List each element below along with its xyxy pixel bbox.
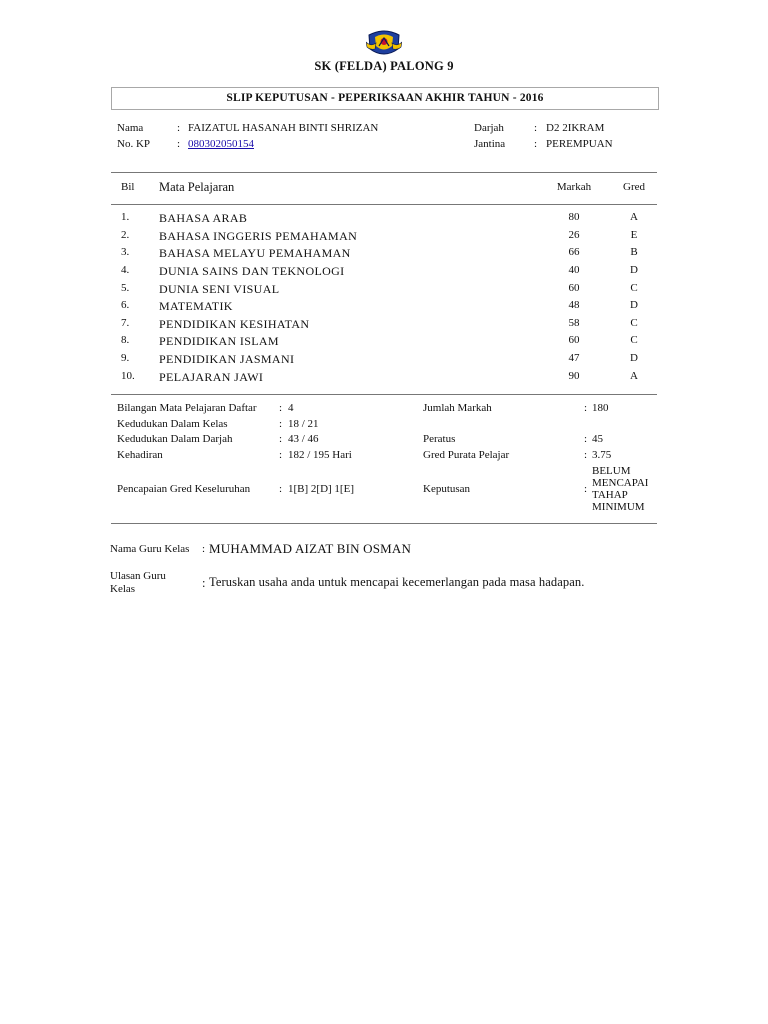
table-row	[0, 229, 768, 246]
avg-grade-colon: :	[584, 449, 588, 461]
form-rank-colon: :	[279, 433, 283, 445]
row-mark: 58	[568, 317, 580, 329]
row-grade: C	[630, 282, 638, 294]
row-grade: C	[630, 334, 638, 346]
row-mark: 26	[568, 229, 580, 241]
summary-bottom-rule	[111, 523, 657, 524]
decision-value	[592, 465, 648, 513]
table-row	[0, 282, 768, 299]
kp-value-link[interactable]: 080302050154	[188, 138, 254, 150]
header-grade: Gred	[623, 181, 645, 193]
gender-colon: :	[534, 138, 538, 150]
comment-label-line: Kelas	[110, 583, 136, 595]
kp-label: No. KP	[117, 138, 151, 150]
teacher-colon: :	[202, 543, 206, 555]
row-bil: 8.	[121, 334, 130, 346]
row-mark: 48	[568, 299, 580, 311]
row-grade: D	[630, 352, 638, 364]
row-subject: MATEMATIK	[159, 299, 233, 313]
class-rank-colon: :	[279, 418, 283, 430]
name-label: Nama	[117, 122, 144, 134]
table-bottom-rule	[111, 394, 657, 395]
name-colon: :	[177, 122, 181, 134]
total-marks-label: Jumlah Markah	[423, 402, 492, 414]
row-grade: A	[630, 370, 638, 382]
percent-colon: :	[584, 433, 588, 445]
teacher-comment: Teruskan usaha anda untuk mencapai kecemerlangan pada masa hadapan.	[209, 575, 585, 589]
class-colon: :	[534, 122, 538, 134]
table-row	[0, 334, 768, 351]
total-marks-colon: :	[584, 402, 588, 414]
row-subject: BAHASA ARAB	[159, 211, 248, 225]
header-bil: Bil	[121, 181, 135, 193]
class-label: Darjah	[474, 122, 504, 134]
table-row	[0, 246, 768, 263]
row-subject: PENDIDIKAN KESIHATAN	[159, 317, 310, 331]
overall-grade-colon: :	[279, 483, 283, 495]
total-marks-value: 180	[592, 402, 609, 414]
table-row	[0, 299, 768, 316]
form-rank-value: 43 / 46	[288, 433, 319, 445]
class-value: D2 2IKRAM	[546, 122, 605, 134]
decision-line: TAHAP	[592, 489, 628, 501]
gender-value: PEREMPUAN	[546, 138, 613, 150]
row-bil: 3.	[121, 246, 130, 258]
row-bil: 5.	[121, 282, 130, 294]
class-rank-value: 18 / 21	[288, 418, 319, 430]
subjects-count-colon: :	[279, 402, 283, 414]
class-rank-label: Kedudukan Dalam Kelas	[117, 418, 228, 430]
slip-title: SLIP KEPUTUSAN - PEPERIKSAAN AKHIR TAHUN - 2016	[111, 87, 659, 110]
row-bil: 2.	[121, 229, 130, 241]
row-mark: 60	[568, 334, 580, 346]
teacher-label: Nama Guru Kelas	[110, 543, 190, 555]
row-subject: BAHASA MELAYU PEMAHAMAN	[159, 246, 351, 260]
table-row	[0, 370, 768, 387]
row-mark: 90	[568, 370, 580, 382]
subjects-count-value: 4	[288, 402, 294, 414]
school-crest-logo	[366, 28, 402, 58]
table-row	[0, 264, 768, 281]
avg-grade-value: 3.75	[592, 449, 612, 461]
row-subject: PENDIDIKAN ISLAM	[159, 334, 279, 348]
attendance-colon: :	[279, 449, 283, 461]
decision-line: MINIMUM	[592, 501, 645, 513]
row-bil: 7.	[121, 317, 130, 329]
decision-line: BELUM	[592, 465, 631, 477]
row-grade: D	[630, 264, 638, 276]
table-top-rule	[111, 172, 657, 173]
decision-line: MENCAPAI	[592, 477, 649, 489]
table-row	[0, 317, 768, 334]
row-bil: 6.	[121, 299, 130, 311]
row-bil: 9.	[121, 352, 130, 364]
header-mark: Markah	[556, 181, 592, 193]
row-subject: DUNIA SAINS DAN TEKNOLOGI	[159, 264, 345, 278]
row-bil: 4.	[121, 264, 130, 276]
row-grade: D	[630, 299, 638, 311]
row-mark: 66	[568, 246, 580, 258]
row-bil: 10.	[121, 370, 135, 382]
overall-grade-label: Pencapaian Gred Keseluruhan	[117, 483, 251, 495]
row-grade: E	[630, 229, 638, 241]
row-bil: 1.	[121, 211, 130, 223]
row-subject: DUNIA SENI VISUAL	[159, 282, 280, 296]
attendance-value: 182 / 195 Hari	[288, 449, 352, 461]
row-mark: 60	[568, 282, 580, 294]
subjects-count-label: Bilangan Mata Pelajaran Daftar	[117, 402, 257, 414]
gender-label: Jantina	[474, 138, 506, 150]
table-row	[0, 352, 768, 369]
row-mark: 40	[568, 264, 580, 276]
kp-colon: :	[177, 138, 181, 150]
avg-grade-label: Gred Purata Pelajar	[423, 449, 510, 461]
percent-value: 45	[592, 433, 603, 445]
decision-label: Keputusan	[423, 483, 471, 495]
teacher-name: MUHAMMAD AIZAT BIN OSMAN	[209, 541, 412, 556]
name-value: FAIZATUL HASANAH BINTI SHRIZAN	[188, 122, 379, 134]
comment-label	[110, 570, 166, 596]
row-grade: A	[630, 211, 638, 223]
header-subject: Mata Pelajaran	[159, 180, 235, 194]
row-mark: 80	[568, 211, 580, 223]
percent-label: Peratus	[423, 433, 456, 445]
row-subject: PENDIDIKAN JASMANI	[159, 352, 295, 366]
comment-label-line: Ulasan Guru	[110, 570, 166, 582]
attendance-label: Kehadiran	[117, 449, 163, 461]
comment-colon: :	[202, 576, 206, 590]
row-grade: B	[630, 246, 638, 258]
overall-grade-value: 1[B] 2[D] 1[E]	[288, 483, 354, 495]
school-name: SK (FELDA) PALONG 9	[314, 59, 454, 73]
row-subject: PELAJARAN JAWI	[159, 370, 264, 384]
row-grade: C	[630, 317, 638, 329]
table-row	[0, 211, 768, 228]
form-rank-label: Kedudukan Dalam Darjah	[117, 433, 233, 445]
decision-colon: :	[584, 483, 588, 495]
row-subject: BAHASA INGGERIS PEMAHAMAN	[159, 229, 358, 243]
row-mark: 47	[568, 352, 580, 364]
table-header-rule	[111, 204, 657, 205]
